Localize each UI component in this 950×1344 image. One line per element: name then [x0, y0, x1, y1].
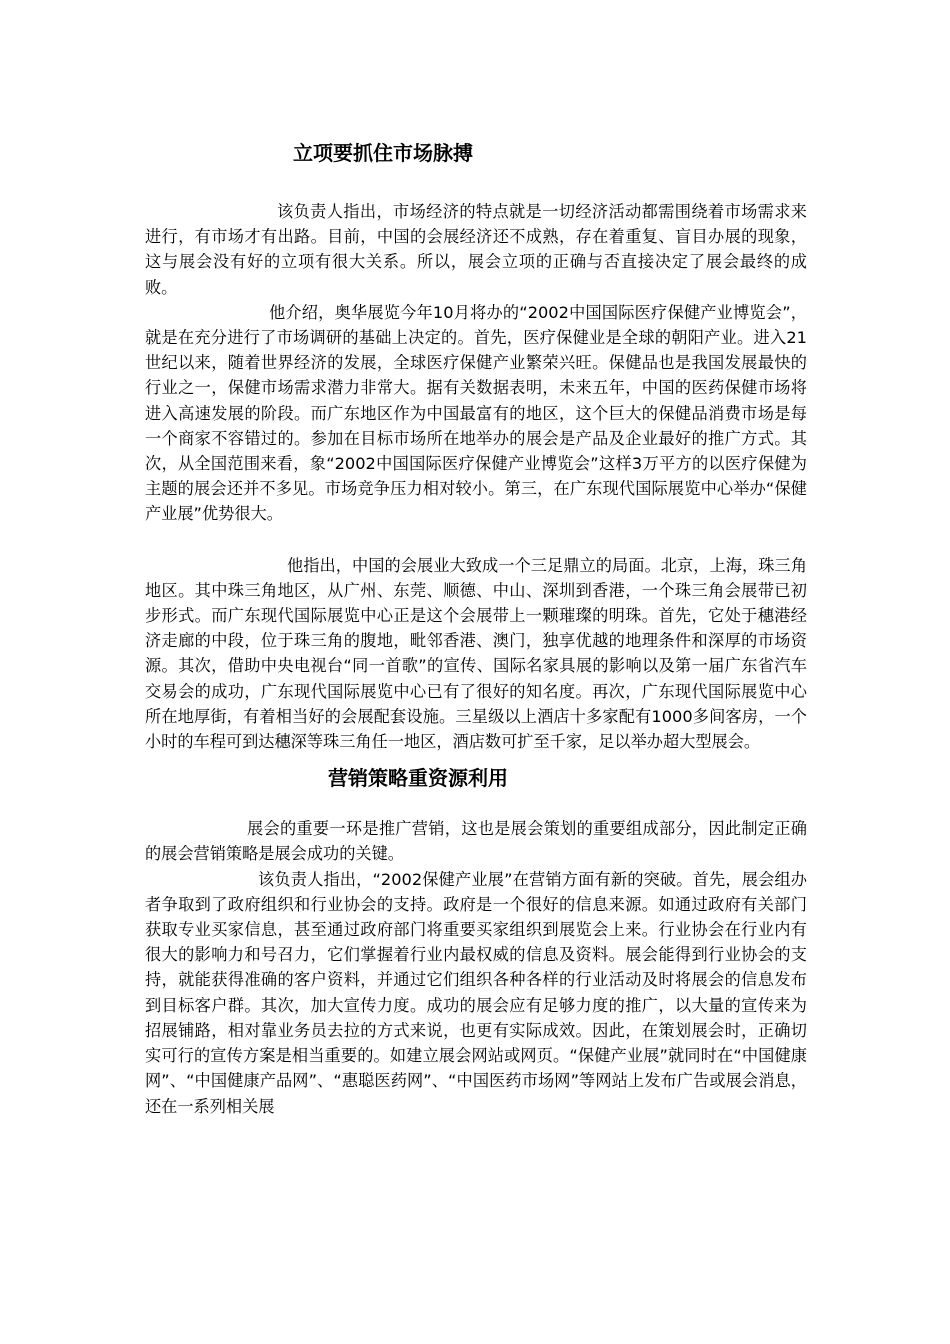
paragraph-pearl-river-delta: 他指出，中国的会展业大致成一个三足鼎立的局面。北京，上海，珠三角地区。其中珠三角地区，从广州、东莞、顺德、中山、深圳到香港，一个珠三角会展带已初步形式。而广东现代国际展览中心正是这个会展带上一颗璀璨的明珠。首先，它处于穗港经济走廊的中段，位于珠三角的腹地，毗邻香港、澳门，独享优越的地理条件和深厚的市场资源。其次，借助中央电视台“同一首歌”的宣传、国际名家具展的影响以及第一届广东省汽车交易会的成功，广东现代国际展览中心已有了很好的知名度。再次，广东现代国际展览中心所在地厚街，有着相当好的会展配套设施。三星级以上酒店十多家配有1000多间客房，一个小时的车程可到达穗深等珠三角任一地区，酒店数可扩至千家，足以举办超大型展会。 — [145, 555, 807, 752]
section-heading-marketing: 营销策略重资源利用 — [328, 766, 508, 791]
paragraph-marketing-breakthrough: 该负责人指出，“2002保健产业展”在营销方面有新的突破。首先，展会组办者争取到了政府组织和行业协会的支持。政府是一个很好的信息来源。如通过政府有关部门获取专业买家信息，甚至通过政府部门将重要买家组织到展览会上来。行业协会在行业内有很大的影响力和号召力，它们掌握着行业内最权威的信息及资料。展会能得到行业协会的支持，就能获得准确的客户资料，并通过它们组织各种各样的行业活动及时将展会的信息发布到目标客户群。其次，加大宣传力度。成功的展会应有足够力度的推广，以大量的宣传来为招展铺路，相对靠业务员去拉的方式来说，也更有实际成效。因此，在策划展会时，正确切实可行的宣传方案是相当重要的。如建立展会网站或网页。“保健产业展”就同时在“中国健康网”、“中国健康产品网”、“惠聪医药网”、“中国医药市场网”等网站上发布广告或展会消息，还在一系列相关展 — [145, 869, 807, 1116]
section-heading-market: 立项要抓住市场脉搏 — [293, 141, 473, 165]
paragraph-market-economy: 该负责人指出，市场经济的特点就是一切经济活动都需围绕着市场需求来进行，有市场才有出路。目前，中国的会展经济还不成熟，存在着重复、盲目办展的现象，这与展会没有好的立项有很大关系。所以，展会立项的正确与否直接决定了展会最终的成败。 — [145, 202, 807, 297]
paragraph-expo-introduction: 他介绍，奥华展览今年10月将办的“2002中国国际医疗保健产业博览会”，就是在充分进行了市场调研的基础上决定的。首先，医疗保健业是全球的朝阳产业。进入21世纪以来，随着世界经济的发展，全球医疗保健产业繁荣兴旺。保健品也是我国发展最快的行业之一，保健市场需求潜力非常大。据有关数据表明，未来五年，中国的医药保健市场将进入高速发展的阶段。而广东地区作为中国最富有的地区，这个巨大的保健品消费市场是每一个商家不容错过的。参加在目标市场所在地举办的展会是产品及企业最好的推广方式。其次，从全国范围来看，象“2002中国国际医疗保健产业博览会”这样3万平方的以医疗保健为主题的展会还并不多见。市场竞争压力相对较小。第三，在广东现代国际展览中心举办“保健产业展”优势很大。 — [145, 302, 807, 524]
document-page — [145, 0, 807, 1119]
paragraph-marketing-key: 展会的重要一环是推广营销，这也是展会策划的重要组成部分，因此制定正确的展会营销策略是展会成功的关键。 — [145, 819, 807, 864]
